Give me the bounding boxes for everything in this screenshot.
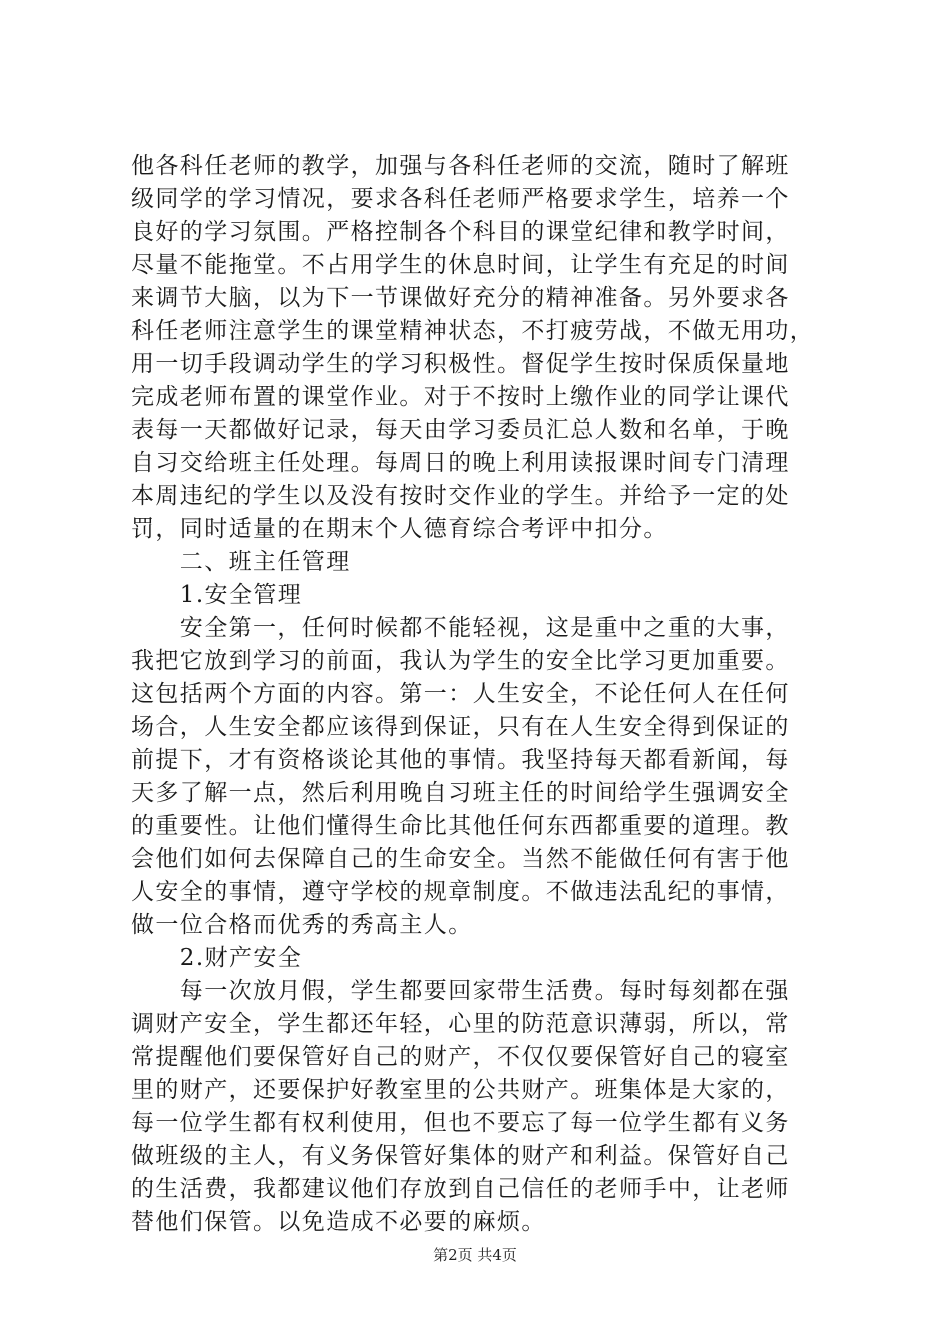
text-line: 做班级的主人，有义务保管好集体的财产和利益。保管好自己 xyxy=(131,1143,790,1169)
text-line: 天多了解一点，然后利用晚自习班主任的时间给学生强调安全 xyxy=(131,780,790,806)
text-line: 本周违纪的学生以及没有按时交作业的学生。并给予一定的处 xyxy=(131,483,790,509)
text-line: 每一位学生都有权利使用，但也不要忘了每一位学生都有义务 xyxy=(131,1110,790,1136)
text-line: 的重要性。让他们懂得生命比其他任何东西都重要的道理。教 xyxy=(131,813,790,839)
text-line: 替他们保管。以免造成不必要的麻烦。 xyxy=(131,1209,546,1235)
text-line: 表每一天都做好记录，每天由学习委员汇总人数和名单，于晚 xyxy=(131,417,790,443)
text-line: 调财产安全，学生都还年轻，心里的防范意识薄弱，所以，常 xyxy=(131,1011,790,1037)
text-line: 自习交给班主任处理。每周日的晚上利用读报课时间专门清理 xyxy=(131,450,790,476)
text-line: 安全第一，任何时候都不能轻视，这是重中之重的大事， xyxy=(131,615,790,641)
text-line: 来调节大脑，以为下一节课做好充分的精神准备。另外要求各 xyxy=(131,285,790,311)
text-line: 里的财产，还要保护好教室里的公共财产。班集体是大家的， xyxy=(131,1077,790,1103)
text-line: 他各科任老师的教学，加强与各科任老师的交流，随时了解班 xyxy=(131,153,790,179)
text-line: 尽量不能拖堂。不占用学生的休息时间，让学生有充足的时间 xyxy=(131,252,790,278)
text-line: 常提醒他们要保管好自己的财产，不仅仅要保管好自己的寝室 xyxy=(131,1044,790,1070)
text-line: 场合，人生安全都应该得到保证，只有在人生安全得到保证的 xyxy=(131,714,790,740)
text-line: 每一次放月假，学生都要回家带生活费。每时每刻都在强 xyxy=(131,978,790,1004)
text-line: 罚，同时适量的在期末个人德育综合考评中扣分。 xyxy=(131,516,668,542)
text-line: 人安全的事情，遵守学校的规章制度。不做违法乱纪的事情， xyxy=(131,879,790,905)
text-line: 用一切手段调动学生的学习积极性。督促学生按时保质保量地 xyxy=(131,351,790,377)
body-text xyxy=(131,150,861,1239)
text-line: 完成老师布置的课堂作业。对于不按时上缴作业的同学让课代 xyxy=(131,384,790,410)
text-line: 我把它放到学习的前面，我认为学生的安全比学习更加重要。 xyxy=(131,648,790,674)
text-line: 前提下，才有资格谈论其他的事情。我坚持每天都看新闻，每 xyxy=(131,747,790,773)
text-line: 做一位合格而优秀的秀高主人。 xyxy=(131,912,473,938)
text-line: 科任老师注意学生的课堂精神状态，不打疲劳战，不做无用功， xyxy=(131,318,815,344)
subsection-heading: 1.安全管理 xyxy=(131,582,303,608)
text-line: 良好的学习氛围。严格控制各个科目的课堂纪律和教学时间， xyxy=(131,219,790,245)
text-line: 会他们如何去保障自己的生命安全。当然不能做任何有害于他 xyxy=(131,846,790,872)
subsection-heading: 2.财产安全 xyxy=(131,945,303,971)
text-line: 这包括两个方面的内容。第一：人生安全，不论任何人在任何 xyxy=(131,681,790,707)
text-line: 级同学的学习情况，要求各科任老师严格要求学生，培养一个 xyxy=(131,186,790,212)
page-number-footer: 第2页 共4页 xyxy=(433,1246,517,1264)
text-line: 的生活费，我都建议他们存放到自己信任的老师手中，让老师 xyxy=(131,1176,790,1202)
section-heading: 二、班主任管理 xyxy=(131,549,351,575)
